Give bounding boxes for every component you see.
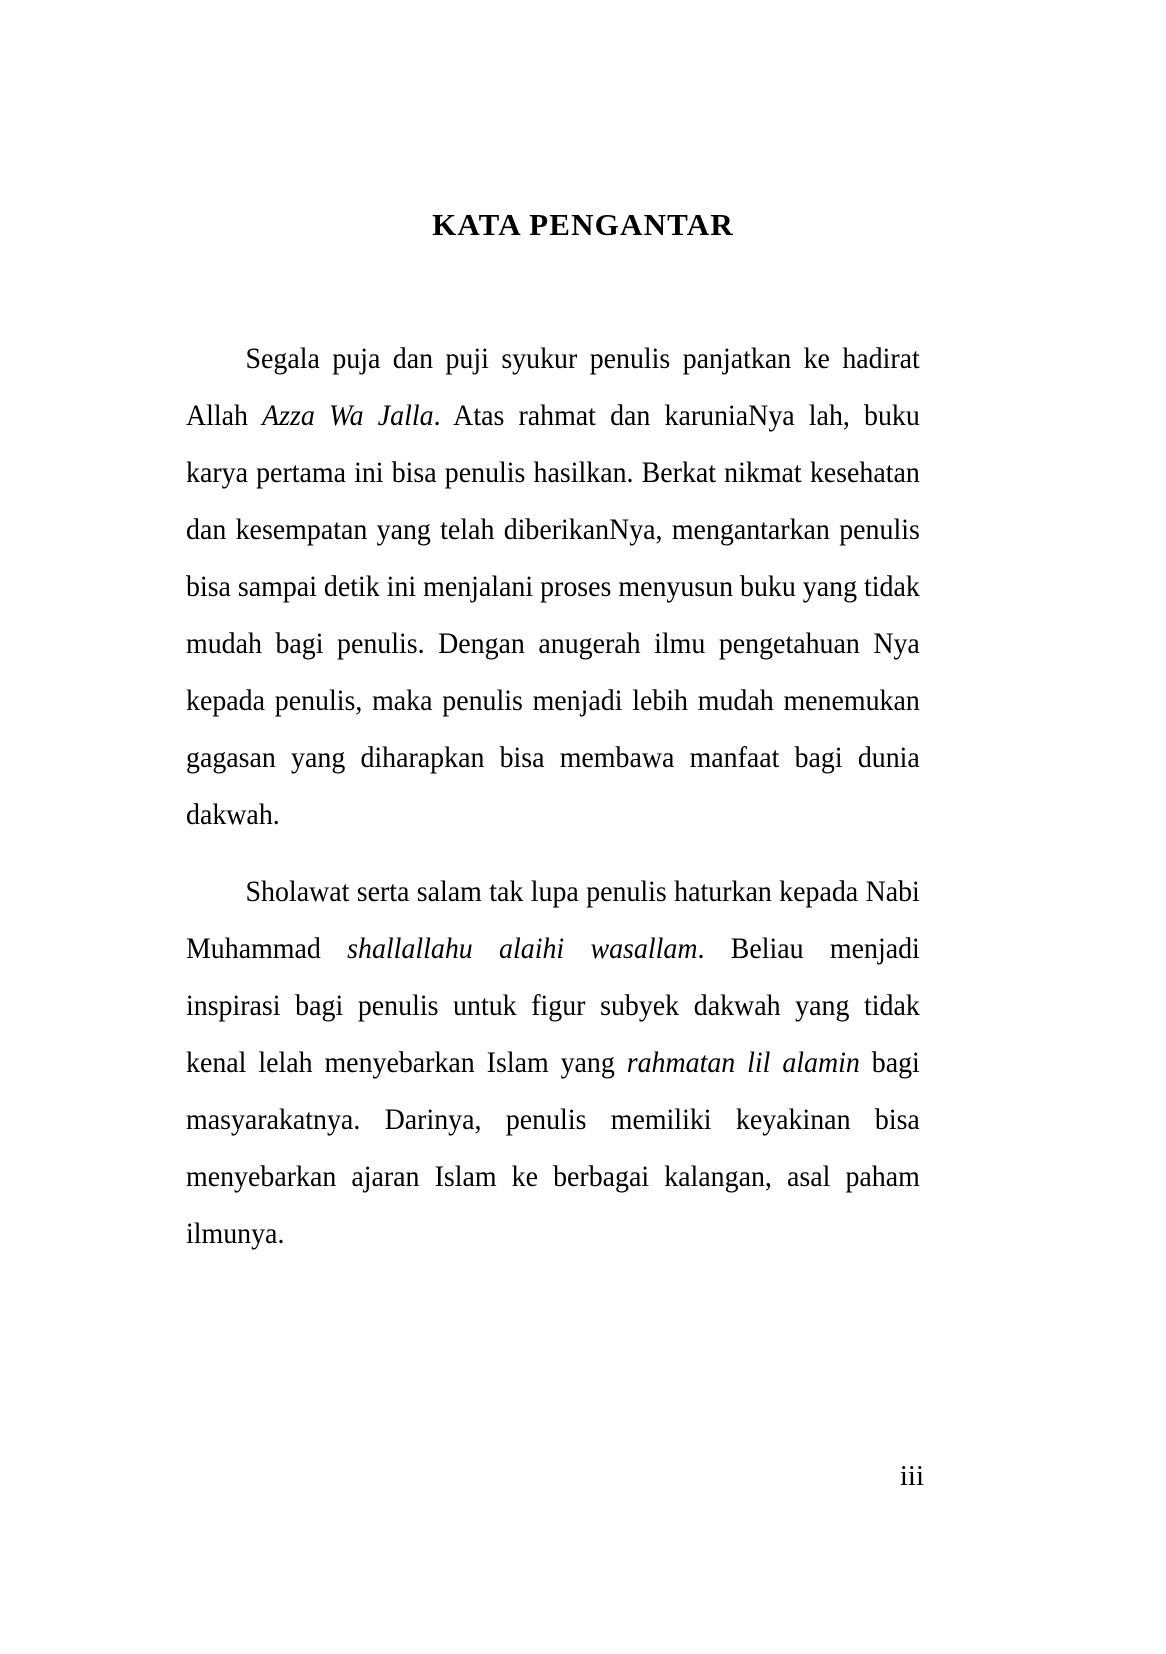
page-title: KATA PENGANTAR — [432, 206, 734, 242]
page-number-folio: iii — [899, 1460, 924, 1492]
italic-term: shallallahu alaihi wasallam — [347, 932, 698, 965]
body-text-container — [186, 330, 920, 1262]
text-run: Segala puja dan puji syukur penulis panjatkan ke hadirat Allah — [186, 342, 920, 432]
paragraph-1 — [186, 330, 920, 843]
text-run: bagi masyarakatnya. Darinya, penulis memiliki keyakinan bisa menyebarkan ajaran Islam ke berbagai kalangan, asal paham ilmunya. — [186, 1046, 920, 1250]
italic-term: rahmatan lil alamin — [626, 1046, 860, 1079]
paragraph-2 — [186, 863, 920, 1262]
text-run: . Atas rahmat dan karuniaNya lah, buku karya pertama ini bisa penulis hasilkan. Berkat nikmat kesehatan dan kesempatan yang telah diberikanNya, mengantarkan penulis bisa sampai detik ini menjalani proses menyusun buku yang tidak mudah bagi penulis. Dengan anugerah ilmu pengetahuan Nya kepada penulis, maka penulis menjadi lebih mudah menemukan gagasan yang diharapkan bisa membawa manfaat bagi dunia dakwah. — [186, 399, 920, 831]
italic-term: Azza Wa Jalla — [262, 399, 434, 432]
text-run: . Beliau menjadi inspirasi bagi penulis untuk figur subyek dakwah yang tidak kenal lelah menyebarkan Islam yang — [186, 932, 920, 1079]
text-run: Sholawat serta salam tak lupa penulis haturkan kepada Nabi Muhammad — [186, 875, 920, 965]
